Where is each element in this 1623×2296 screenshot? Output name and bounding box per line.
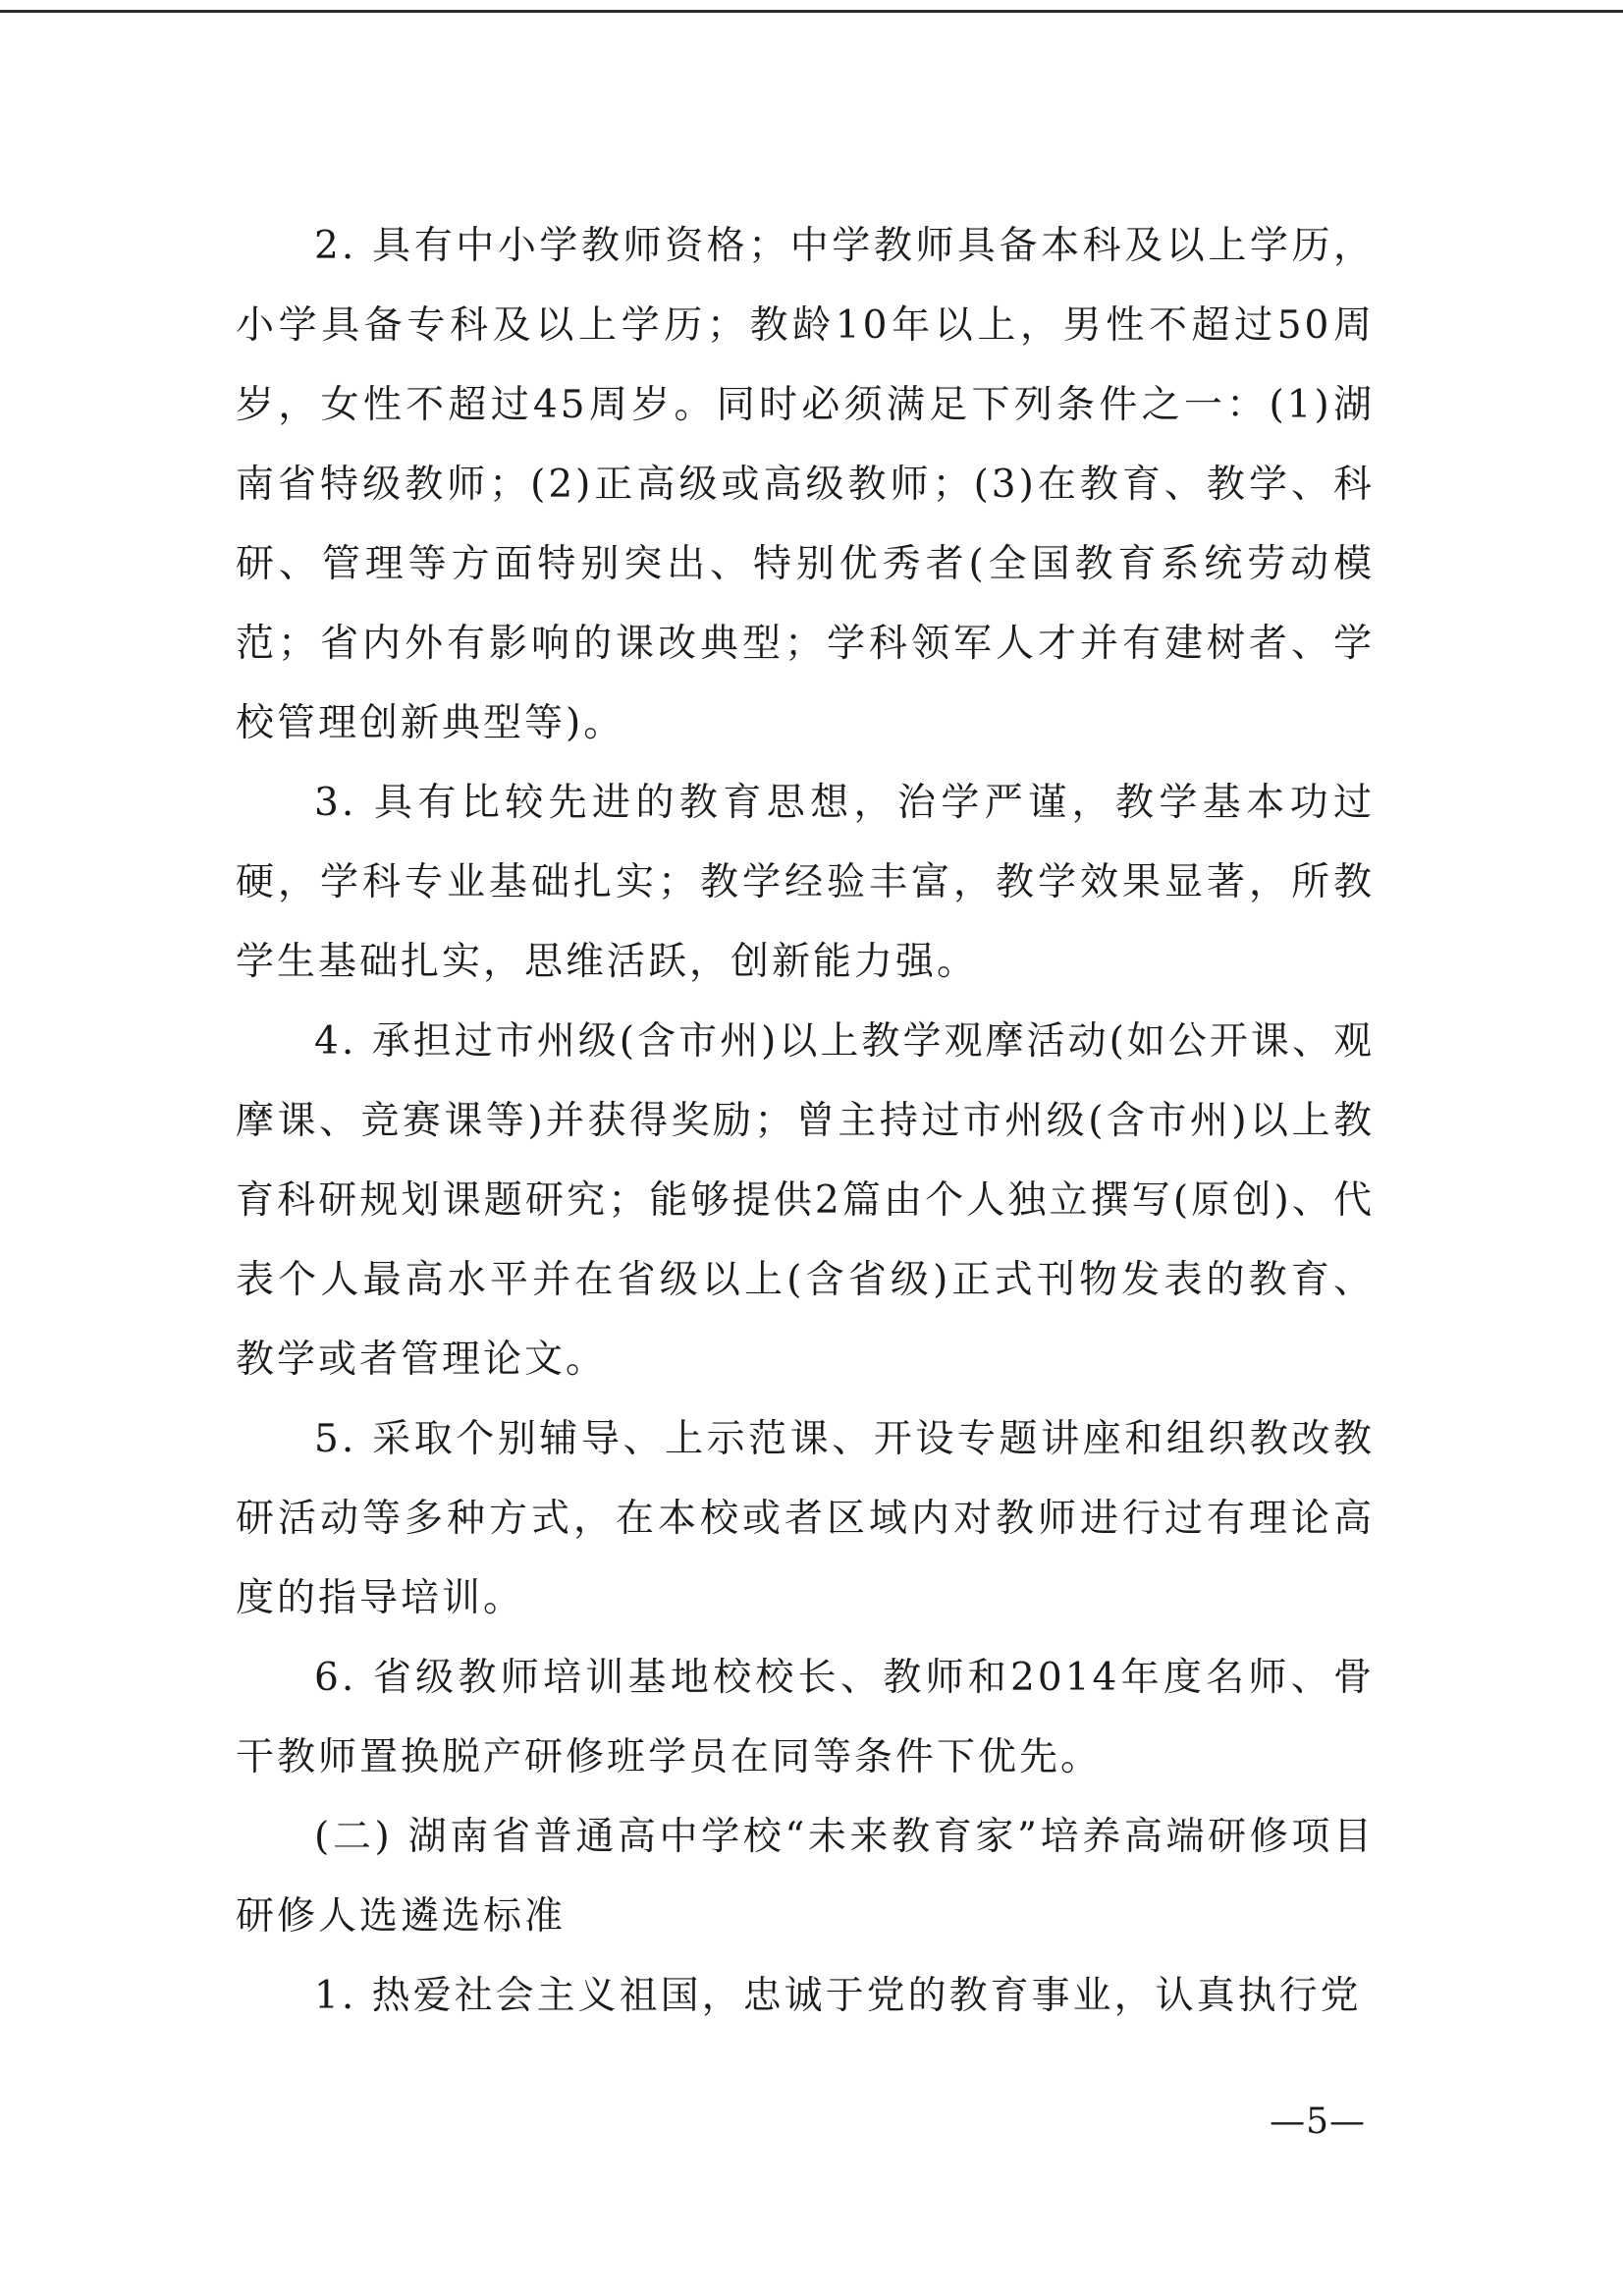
top-rule (0, 10, 1623, 13)
paragraph-section2-criterion-1: 1. 热爱社会主义祖国，忠诚于党的教育事业，认真执行党 (314, 1974, 1362, 2018)
paragraph-criterion-5: 5. 采取个别辅导、上示范课、开设专题讲座和组织教改教研活动等多种方式，在本校或者区域内对教师进行过有理论高度的指导培训。 (236, 1417, 1375, 1620)
paragraph-criterion-4: 4. 承担过市州级(含市州)以上教学观摩活动(如公开课、观摩课、竞赛课等)并获得奖励；曾主持过市州级(含市州)以上教育科研规划课题研究；能够提供2篇由个人独立撰写(原创)、代表个人最高水平并在省级以上(含省级)正式刊物发表的教育、教学或者管理论文。 (236, 1019, 1375, 1382)
paragraph-criterion-2: 2. 具有中小学教师资格；中学教师具备本科及以上学历，小学具备专科及以上学历；教龄10年以上，男性不超过50周岁，女性不超过45周岁。同时必须满足下列条件之一：(1)湖南省特级教师；(2)正高级或高级教师；(3)在教育、教学、科研、管理等方面特别突出、特别优秀者(全国教育系统劳动模范；省内外有影响的课改典型；学科领军人才并有建树者、学校管理创新典型等)。 (236, 224, 1375, 745)
paragraph-criterion-6: 6. 省级教师培训基地校校长、教师和2014年度名师、骨干教师置换脱产研修班学员在同等条件下优先。 (236, 1656, 1375, 1779)
paragraph-criterion-3: 3. 具有比较先进的教育思想，治学严谨，教学基本功过硬，学科专业基础扎实；教学经验丰富，教学效果显著，所教学生基础扎实，思维活跃，创新能力强。 (236, 781, 1375, 984)
section-heading-2: (二) 湖南省普通高中学校“未来教育家”培养高端研修项目研修人选遴选标准 (236, 1815, 1375, 1939)
page-number: —5— (1270, 2102, 1366, 2142)
document-body (236, 206, 1375, 2036)
